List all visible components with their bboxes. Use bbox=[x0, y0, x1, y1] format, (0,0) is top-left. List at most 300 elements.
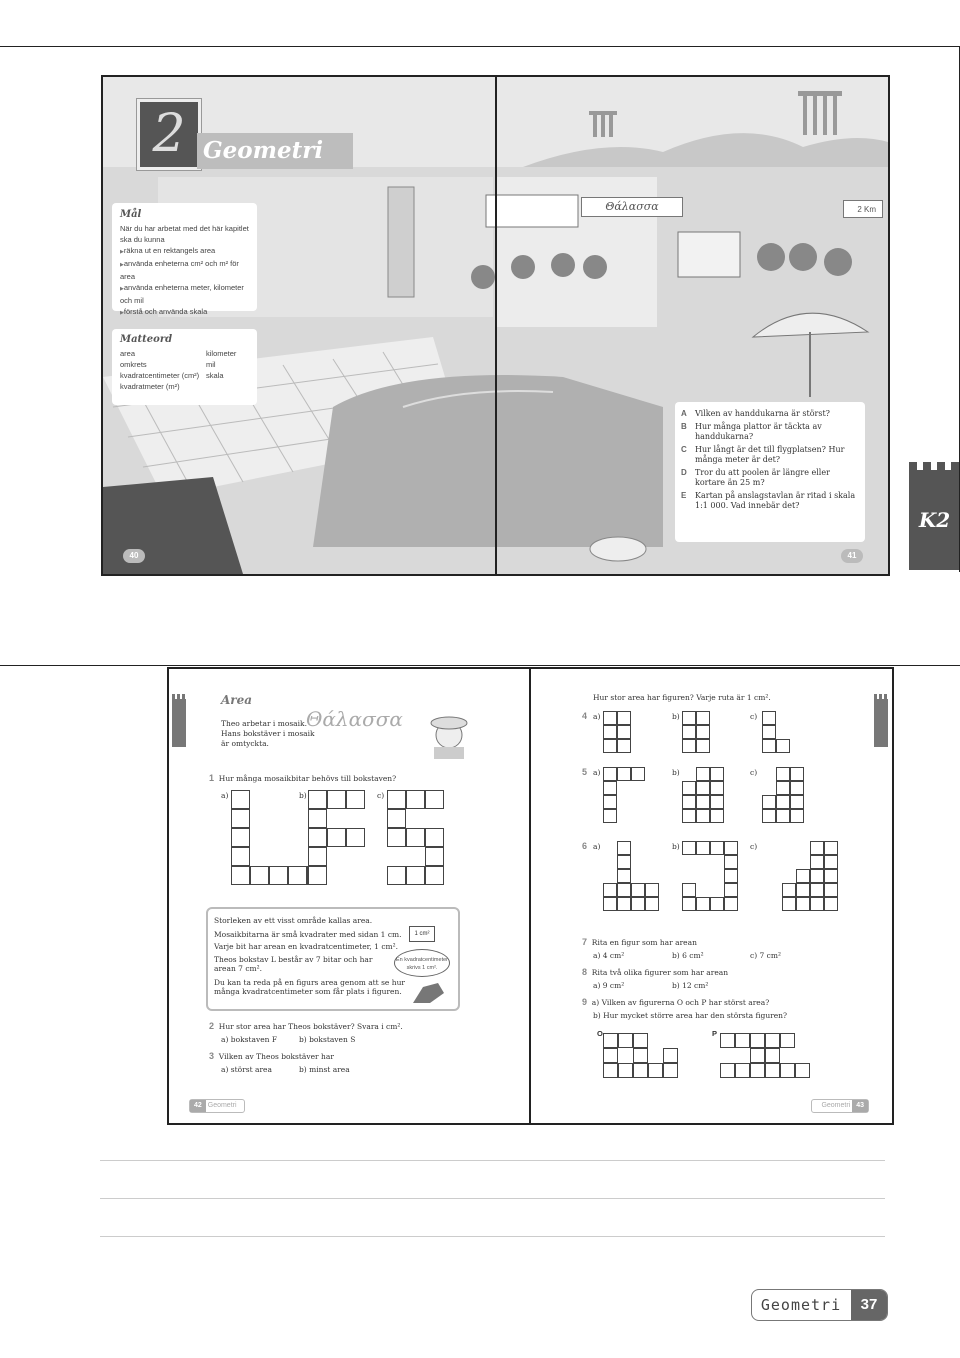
grid-gap bbox=[250, 809, 269, 828]
grid-square bbox=[231, 809, 250, 828]
grid-gap bbox=[327, 847, 346, 866]
grid-square bbox=[603, 767, 617, 781]
grid-square bbox=[696, 897, 710, 911]
grid-square bbox=[696, 781, 710, 795]
grid-square bbox=[633, 1063, 648, 1078]
chapter-tab-label: K2 bbox=[918, 508, 951, 532]
grid-square bbox=[710, 781, 724, 795]
grid-gap bbox=[269, 847, 288, 866]
grid-gap bbox=[696, 869, 710, 883]
grid-square bbox=[765, 1048, 780, 1063]
page-number-right: 41 bbox=[841, 549, 863, 563]
grid-square bbox=[710, 795, 724, 809]
goal-item: ▶ räkna ut en rektangels area bbox=[120, 245, 249, 258]
shop-sign: Θάλασσα bbox=[581, 197, 683, 217]
mosaic-word: Θάλασσα bbox=[306, 707, 403, 731]
info-line: många kvadratcentimeter som får plats i figuren. bbox=[214, 987, 402, 996]
grid-square bbox=[308, 828, 327, 847]
grid-square bbox=[346, 828, 365, 847]
grid-gap bbox=[387, 847, 406, 866]
grid-square bbox=[288, 866, 307, 885]
goal-item: ▶ använda enheterna cm² och m² för area bbox=[120, 258, 249, 282]
grid-square bbox=[603, 739, 617, 753]
figure-5c bbox=[762, 767, 804, 823]
grid-square bbox=[250, 866, 269, 885]
grid-square bbox=[796, 883, 810, 897]
footer-title: Geometri bbox=[760, 1296, 842, 1314]
goal-item: ▶ använda enheterna meter, kilometer och mil bbox=[120, 282, 249, 306]
grid-square bbox=[696, 767, 710, 781]
grid-square bbox=[633, 1048, 648, 1063]
top-rule bbox=[0, 46, 960, 47]
grid-square bbox=[735, 1063, 750, 1078]
spread-fold bbox=[529, 669, 531, 1123]
info-line: Varje bit har arean en kvadratcentimeter, 1 cm². bbox=[214, 942, 399, 951]
page-footer-43: Geometri 43 bbox=[811, 1099, 869, 1113]
grid-square bbox=[720, 1063, 735, 1078]
word: kilometer bbox=[206, 349, 237, 358]
grid-square bbox=[824, 855, 838, 869]
grid-gap bbox=[762, 767, 776, 781]
question-2a: a) bokstaven F bbox=[221, 1035, 278, 1044]
question-d: D Tror du att poolen är längre eller kortare än 25 m? bbox=[681, 468, 830, 487]
grid-square bbox=[696, 841, 710, 855]
grid-square bbox=[765, 1063, 780, 1078]
grid-gap bbox=[682, 855, 696, 869]
grid-square bbox=[617, 725, 631, 739]
grid-gap bbox=[645, 841, 659, 855]
grid-square bbox=[346, 790, 365, 809]
grid-square bbox=[824, 869, 838, 883]
grid-square bbox=[231, 828, 250, 847]
grid-gap bbox=[425, 809, 444, 828]
grid-square bbox=[790, 781, 804, 795]
grid-square bbox=[603, 781, 617, 795]
grid-square bbox=[663, 1048, 678, 1063]
grid-gap bbox=[617, 795, 631, 809]
grid-square bbox=[617, 883, 631, 897]
page-number-left: 40 bbox=[123, 549, 145, 563]
info-line: arean 7 cm². bbox=[214, 964, 263, 973]
grid-gap bbox=[663, 1033, 678, 1048]
grid-square bbox=[782, 897, 796, 911]
grid-gap bbox=[782, 855, 796, 869]
grid-gap bbox=[631, 781, 645, 795]
grid-gap bbox=[269, 809, 288, 828]
figure-4a bbox=[603, 711, 631, 753]
grid-gap bbox=[696, 883, 710, 897]
grid-gap bbox=[795, 1048, 810, 1063]
grid-square bbox=[810, 841, 824, 855]
grid-gap bbox=[648, 1048, 663, 1063]
grid-gap bbox=[720, 1048, 735, 1063]
exercise-spread bbox=[167, 667, 894, 1125]
words-column-2 bbox=[206, 348, 256, 381]
grid-gap bbox=[346, 809, 365, 828]
grid-square bbox=[631, 767, 645, 781]
grid-gap bbox=[617, 809, 631, 823]
figure-o-label: O bbox=[597, 1029, 603, 1038]
grid-square bbox=[762, 739, 776, 753]
grid-gap bbox=[288, 809, 307, 828]
question-9b: b) Hur mycket större area har den största figuren? bbox=[593, 1011, 788, 1020]
grid-square bbox=[696, 795, 710, 809]
words-column-1 bbox=[120, 348, 208, 392]
grid-gap bbox=[682, 869, 696, 883]
grid-square bbox=[633, 1033, 648, 1048]
grid-square bbox=[308, 809, 327, 828]
grid-square bbox=[790, 795, 804, 809]
grid-square bbox=[776, 767, 790, 781]
grid-square bbox=[762, 795, 776, 809]
question-8: 8 Rita två olika figurer som har arean bbox=[582, 967, 729, 977]
figure-5a bbox=[603, 767, 645, 823]
grid-square bbox=[327, 828, 346, 847]
grid-gap bbox=[327, 809, 346, 828]
grid-square bbox=[750, 1048, 765, 1063]
chapter-opening-spread bbox=[101, 75, 890, 576]
grid-gap bbox=[782, 869, 796, 883]
grid-gap bbox=[796, 841, 810, 855]
grid-square bbox=[720, 1033, 735, 1048]
grid-gap bbox=[795, 1033, 810, 1048]
grid-gap bbox=[406, 809, 425, 828]
grid-square bbox=[617, 869, 631, 883]
question-a: A Vilken av handdukarna är störst? bbox=[681, 409, 830, 418]
grid-gap bbox=[762, 781, 776, 795]
grid-square bbox=[603, 1033, 618, 1048]
grid-gap bbox=[782, 841, 796, 855]
grid-square bbox=[780, 1063, 795, 1078]
grid-square bbox=[776, 809, 790, 823]
grid-square bbox=[750, 1033, 765, 1048]
grid-square bbox=[724, 883, 738, 897]
grid-square bbox=[776, 781, 790, 795]
label-a: a) bbox=[593, 768, 601, 777]
grid-square bbox=[682, 883, 696, 897]
word: kvadratcentimeter (cm²) bbox=[120, 371, 200, 380]
grid-gap bbox=[631, 855, 645, 869]
grid-square bbox=[603, 725, 617, 739]
grid-square bbox=[762, 711, 776, 725]
figure-6b bbox=[682, 841, 738, 911]
label-a: a) bbox=[593, 712, 601, 721]
question-7c: c) 7 cm² bbox=[750, 951, 781, 960]
grid-square bbox=[618, 1033, 633, 1048]
grid-square bbox=[810, 897, 824, 911]
grid-square bbox=[648, 1063, 663, 1078]
grid-gap bbox=[288, 790, 307, 809]
goals-panel bbox=[112, 203, 257, 316]
writing-line bbox=[100, 1236, 885, 1237]
grid-square bbox=[776, 739, 790, 753]
figure-5b bbox=[682, 767, 724, 823]
grid-square bbox=[603, 795, 617, 809]
word: skala bbox=[206, 371, 224, 380]
grid-square bbox=[603, 897, 617, 911]
spread-fold bbox=[495, 77, 497, 574]
grid-square bbox=[750, 1063, 765, 1078]
grid-square bbox=[724, 855, 738, 869]
grid-gap bbox=[710, 883, 724, 897]
figure-p bbox=[720, 1033, 810, 1078]
grid-square bbox=[782, 883, 796, 897]
word: mil bbox=[206, 360, 216, 369]
grid-gap bbox=[327, 866, 346, 885]
grid-gap bbox=[406, 847, 425, 866]
grid-square bbox=[645, 897, 659, 911]
page-footer bbox=[751, 1289, 888, 1321]
grid-square bbox=[796, 897, 810, 911]
grid-square bbox=[776, 795, 790, 809]
grid-gap bbox=[682, 767, 696, 781]
chapter-tab bbox=[909, 470, 960, 570]
grid-gap bbox=[696, 855, 710, 869]
grid-square bbox=[327, 790, 346, 809]
grid-square bbox=[308, 866, 327, 885]
grid-square bbox=[780, 1033, 795, 1048]
question-8b: b) 12 cm² bbox=[672, 981, 709, 990]
grid-square bbox=[765, 1033, 780, 1048]
mosaic-letter-s bbox=[387, 790, 444, 885]
word: omkrets bbox=[120, 360, 147, 369]
page-footer-42: 42 Geometri bbox=[189, 1099, 245, 1113]
grid-square bbox=[617, 711, 631, 725]
airport-sign: 2 Km bbox=[843, 200, 883, 218]
grid-square bbox=[631, 883, 645, 897]
grid-square bbox=[696, 809, 710, 823]
goal-item: ▶ förstå och använda skala bbox=[120, 306, 249, 319]
section-title: Area bbox=[221, 693, 253, 707]
figure-4b bbox=[682, 711, 710, 753]
grid-square bbox=[617, 841, 631, 855]
grid-gap bbox=[617, 781, 631, 795]
grid-square bbox=[617, 767, 631, 781]
grid-gap bbox=[269, 828, 288, 847]
grid-gap bbox=[288, 847, 307, 866]
grid-gap bbox=[631, 841, 645, 855]
question-1: 1 Hur många mosaikbitar behövs till bokstaven? bbox=[209, 773, 397, 783]
info-line: Du kan ta reda på en figurs area genom att se hur bbox=[214, 978, 406, 987]
grid-gap bbox=[796, 855, 810, 869]
label-a: a) bbox=[221, 791, 229, 800]
intro-line: Theo arbetar i mosaik. bbox=[221, 719, 307, 728]
grid-square bbox=[425, 866, 444, 885]
question-9: 9 a) Vilken av figurerna O och P har störst area? bbox=[582, 997, 770, 1007]
grid-gap bbox=[776, 725, 790, 739]
grid-gap bbox=[776, 711, 790, 725]
info-line: Storleken av ett visst område kallas area. bbox=[214, 916, 373, 925]
mosaic-letter-f bbox=[308, 790, 365, 885]
grid-square bbox=[682, 725, 696, 739]
area-heading: Hur stor area har figuren? Varje ruta är 1 cm². bbox=[593, 693, 771, 702]
grid-square bbox=[810, 855, 824, 869]
grid-square bbox=[824, 883, 838, 897]
grid-square bbox=[387, 828, 406, 847]
figure-6c bbox=[782, 841, 838, 911]
goals-heading: Mål bbox=[120, 209, 142, 220]
info-box bbox=[206, 907, 460, 1011]
grid-square bbox=[824, 841, 838, 855]
grid-square bbox=[645, 883, 659, 897]
grid-square bbox=[796, 869, 810, 883]
grid-gap bbox=[645, 855, 659, 869]
question-b: B Hur många plattor är täckta av handdukarna? bbox=[681, 422, 822, 441]
grid-square bbox=[618, 1063, 633, 1078]
grid-square bbox=[387, 809, 406, 828]
grid-square bbox=[663, 1063, 678, 1078]
grid-square bbox=[824, 897, 838, 911]
grid-square bbox=[724, 897, 738, 911]
grid-square bbox=[603, 1048, 618, 1063]
grid-square bbox=[425, 790, 444, 809]
question-3a: a) störst area bbox=[221, 1065, 272, 1074]
grid-gap bbox=[735, 1048, 750, 1063]
grid-square bbox=[231, 790, 250, 809]
grid-gap bbox=[631, 869, 645, 883]
grid-gap bbox=[269, 790, 288, 809]
grid-square bbox=[710, 897, 724, 911]
grid-gap bbox=[710, 855, 724, 869]
grid-gap bbox=[288, 828, 307, 847]
grid-gap bbox=[631, 795, 645, 809]
label-c: c) bbox=[750, 842, 758, 851]
grid-square bbox=[790, 809, 804, 823]
grid-square bbox=[696, 739, 710, 753]
theo-illustration bbox=[424, 709, 474, 759]
grid-square bbox=[762, 725, 776, 739]
word: area bbox=[120, 349, 136, 358]
writing-line bbox=[100, 1198, 885, 1199]
grid-gap bbox=[250, 828, 269, 847]
intro-line: Hans bokstäver i mosaik bbox=[221, 729, 315, 738]
info-line: Mosaikbitarna är små kvadrater med sidan 1 cm. bbox=[214, 930, 402, 939]
question-c: C Hur långt är det till flygplatsen? Hur många meter är det? bbox=[681, 445, 845, 464]
grid-square bbox=[308, 790, 327, 809]
label-b: b) bbox=[299, 791, 307, 800]
grid-square bbox=[682, 841, 696, 855]
grid-square bbox=[810, 869, 824, 883]
grid-gap bbox=[250, 847, 269, 866]
question-5-number: 5 bbox=[582, 767, 588, 777]
grid-gap bbox=[618, 1048, 633, 1063]
info-line: Theos bokstav L består av 7 bitar och har bbox=[214, 955, 373, 964]
question-3b: b) minst area bbox=[299, 1065, 350, 1074]
grid-square bbox=[696, 725, 710, 739]
grid-square bbox=[603, 809, 617, 823]
goals-list bbox=[120, 245, 249, 319]
figure-6a bbox=[603, 841, 659, 911]
grid-square bbox=[617, 739, 631, 753]
figure-o bbox=[603, 1033, 678, 1078]
question-3: 3 Vilken av Theos bokstäver har bbox=[209, 1051, 334, 1061]
grid-square bbox=[682, 809, 696, 823]
question-7a: a) 4 cm² bbox=[593, 951, 625, 960]
grid-gap bbox=[780, 1048, 795, 1063]
grid-square bbox=[603, 883, 617, 897]
grid-square bbox=[231, 866, 250, 885]
question-2b: b) bokstaven S bbox=[299, 1035, 356, 1044]
tower-decoration-left bbox=[172, 699, 186, 747]
grid-square bbox=[231, 847, 250, 866]
question-7: 7 Rita en figur som har arean bbox=[582, 937, 697, 947]
grid-square bbox=[762, 809, 776, 823]
grid-square bbox=[724, 869, 738, 883]
question-2: 2 Hur stor area har Theos bokstäver? Svara i cm². bbox=[209, 1021, 403, 1031]
footer-page-number: 37 bbox=[851, 1290, 887, 1320]
grid-square bbox=[406, 828, 425, 847]
grid-square bbox=[308, 847, 327, 866]
grid-square bbox=[425, 828, 444, 847]
grid-square bbox=[387, 866, 406, 885]
word: kvadratmeter (m²) bbox=[120, 382, 180, 391]
grid-square bbox=[617, 897, 631, 911]
grid-gap bbox=[346, 866, 365, 885]
grid-gap bbox=[603, 855, 617, 869]
grid-square bbox=[810, 883, 824, 897]
grid-square bbox=[682, 897, 696, 911]
words-panel bbox=[112, 329, 257, 405]
grid-square bbox=[710, 809, 724, 823]
question-7b: b) 6 cm² bbox=[672, 951, 704, 960]
grid-square bbox=[735, 1033, 750, 1048]
figure-4c bbox=[762, 711, 790, 753]
chapter-number: 2 bbox=[137, 99, 201, 170]
intro-line: är omtyckta. bbox=[221, 739, 269, 748]
chapter-title: Geometri bbox=[197, 133, 353, 169]
grid-square bbox=[795, 1063, 810, 1078]
tower-decoration-right bbox=[874, 699, 888, 747]
label-c: c) bbox=[377, 791, 385, 800]
grid-gap bbox=[603, 869, 617, 883]
label-c: c) bbox=[750, 768, 758, 777]
grid-square bbox=[790, 767, 804, 781]
mid-rule bbox=[0, 665, 960, 666]
question-e: E Kartan på anslagstavlan är ritad i skala 1:1 000. Vad innebär det? bbox=[681, 491, 856, 510]
label-a: a) bbox=[593, 842, 601, 851]
label-c: c) bbox=[750, 712, 758, 721]
goals-intro: När du har arbetat med det här kapitlet ska du kunna bbox=[120, 224, 249, 244]
grid-gap bbox=[250, 790, 269, 809]
grid-square bbox=[631, 897, 645, 911]
words-heading: Matteord bbox=[120, 334, 173, 345]
grid-square bbox=[682, 711, 696, 725]
grid-square bbox=[710, 841, 724, 855]
figure-p-label: P bbox=[712, 1029, 718, 1038]
grid-square bbox=[724, 841, 738, 855]
writing-line bbox=[100, 1160, 885, 1161]
grid-square bbox=[269, 866, 288, 885]
grid-square bbox=[406, 866, 425, 885]
grid-square bbox=[387, 790, 406, 809]
grid-square bbox=[406, 790, 425, 809]
grid-gap bbox=[346, 847, 365, 866]
grid-square bbox=[603, 711, 617, 725]
grid-square bbox=[682, 795, 696, 809]
speech-bubble: En kvadratcentimeter skrivs 1 cm². bbox=[394, 949, 450, 977]
grid-square bbox=[710, 767, 724, 781]
question-6-number: 6 bbox=[582, 841, 588, 851]
grid-gap bbox=[710, 869, 724, 883]
label-b: b) bbox=[672, 712, 680, 721]
grid-square bbox=[617, 855, 631, 869]
grid-square bbox=[603, 1063, 618, 1078]
label-b: b) bbox=[672, 768, 680, 777]
question-8a: a) 9 cm² bbox=[593, 981, 625, 990]
grid-gap bbox=[648, 1033, 663, 1048]
question-4-number: 4 bbox=[582, 711, 588, 721]
grid-gap bbox=[603, 841, 617, 855]
